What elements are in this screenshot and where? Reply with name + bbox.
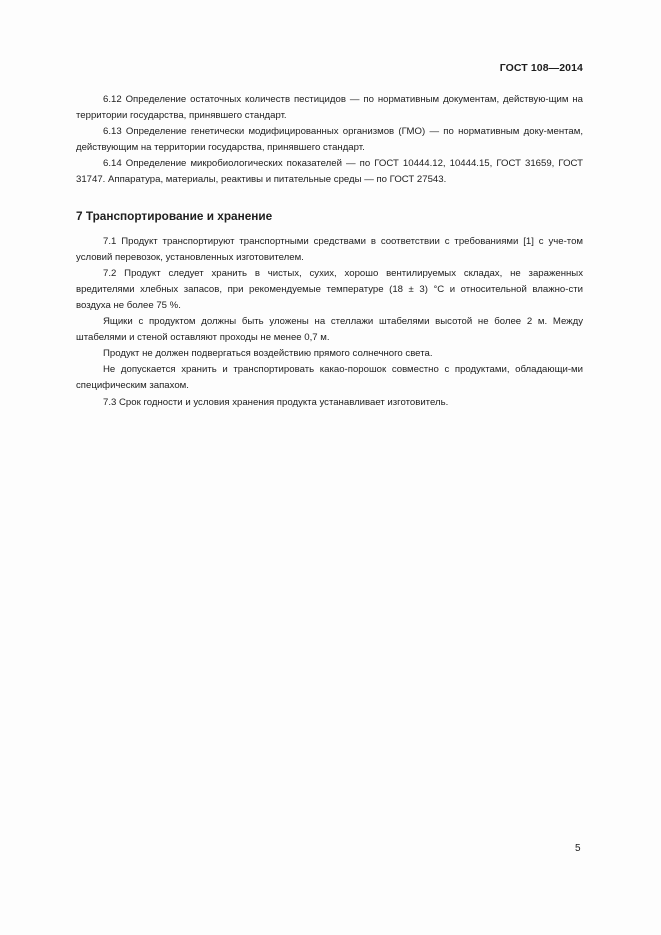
paragraph-7-2: 7.2 Продукт следует хранить в чистых, сухих, хорошо вентилируемых складах, не зараженных вредителями хлебных запасов, при рекомендуемые температуре (18 ± 3) °С и относительной влажно-сти воздуха не более 75 %. — [76, 267, 583, 311]
paragraph-7-2-odor: Не допускается хранить и транспортировать какао-порошок совместно с продуктами, обладающи-ми специфическим запахом. — [76, 364, 583, 392]
paragraph-6-13: 6.13 Определение генетически модифицированных организмов (ГМО) — по нормативным доку-ментам, действующим на территории государства, принявшего стандарт. — [76, 126, 583, 154]
section-7-heading: 7 Транспортирование и хранение — [76, 208, 273, 223]
document-body — [76, 92, 583, 411]
document-standard-number: ГОСТ 108—2014 — [499, 62, 583, 74]
paragraph-6-14: 6.14 Определение микробиологических показателей — по ГОСТ 10444.12, 10444.15, ГОСТ 31659, ГОСТ 31747. Аппаратура, материалы, реактивы и питательные среды — по ГОСТ 27543. — [76, 158, 583, 186]
paragraph-7-1: 7.1 Продукт транспортируют транспортными средствами в соответствии с требованиями [1] с уче-том условий перевозок, установленных изготовителем. — [76, 235, 583, 263]
page-number: 5 — [575, 843, 581, 854]
paragraph-7-2-stacking: Ящики с продуктом должны быть уложены на стеллажи штабелями высотой не более 2 м. Между штабелями и стеной оставляют проходы не менее 0,7 м. — [76, 316, 583, 344]
paragraph-6-12: 6.12 Определение остаточных количеств пестицидов — по нормативным документам, действую-щим на территории государства, принявшего стандарт. — [76, 94, 583, 122]
paragraph-7-3: 7.3 Срок годности и условия хранения продукта устанавливает изготовитель. — [103, 396, 449, 408]
paragraph-7-2-sunlight: Продукт не должен подвергаться воздействию прямого солнечного света. — [103, 348, 433, 360]
